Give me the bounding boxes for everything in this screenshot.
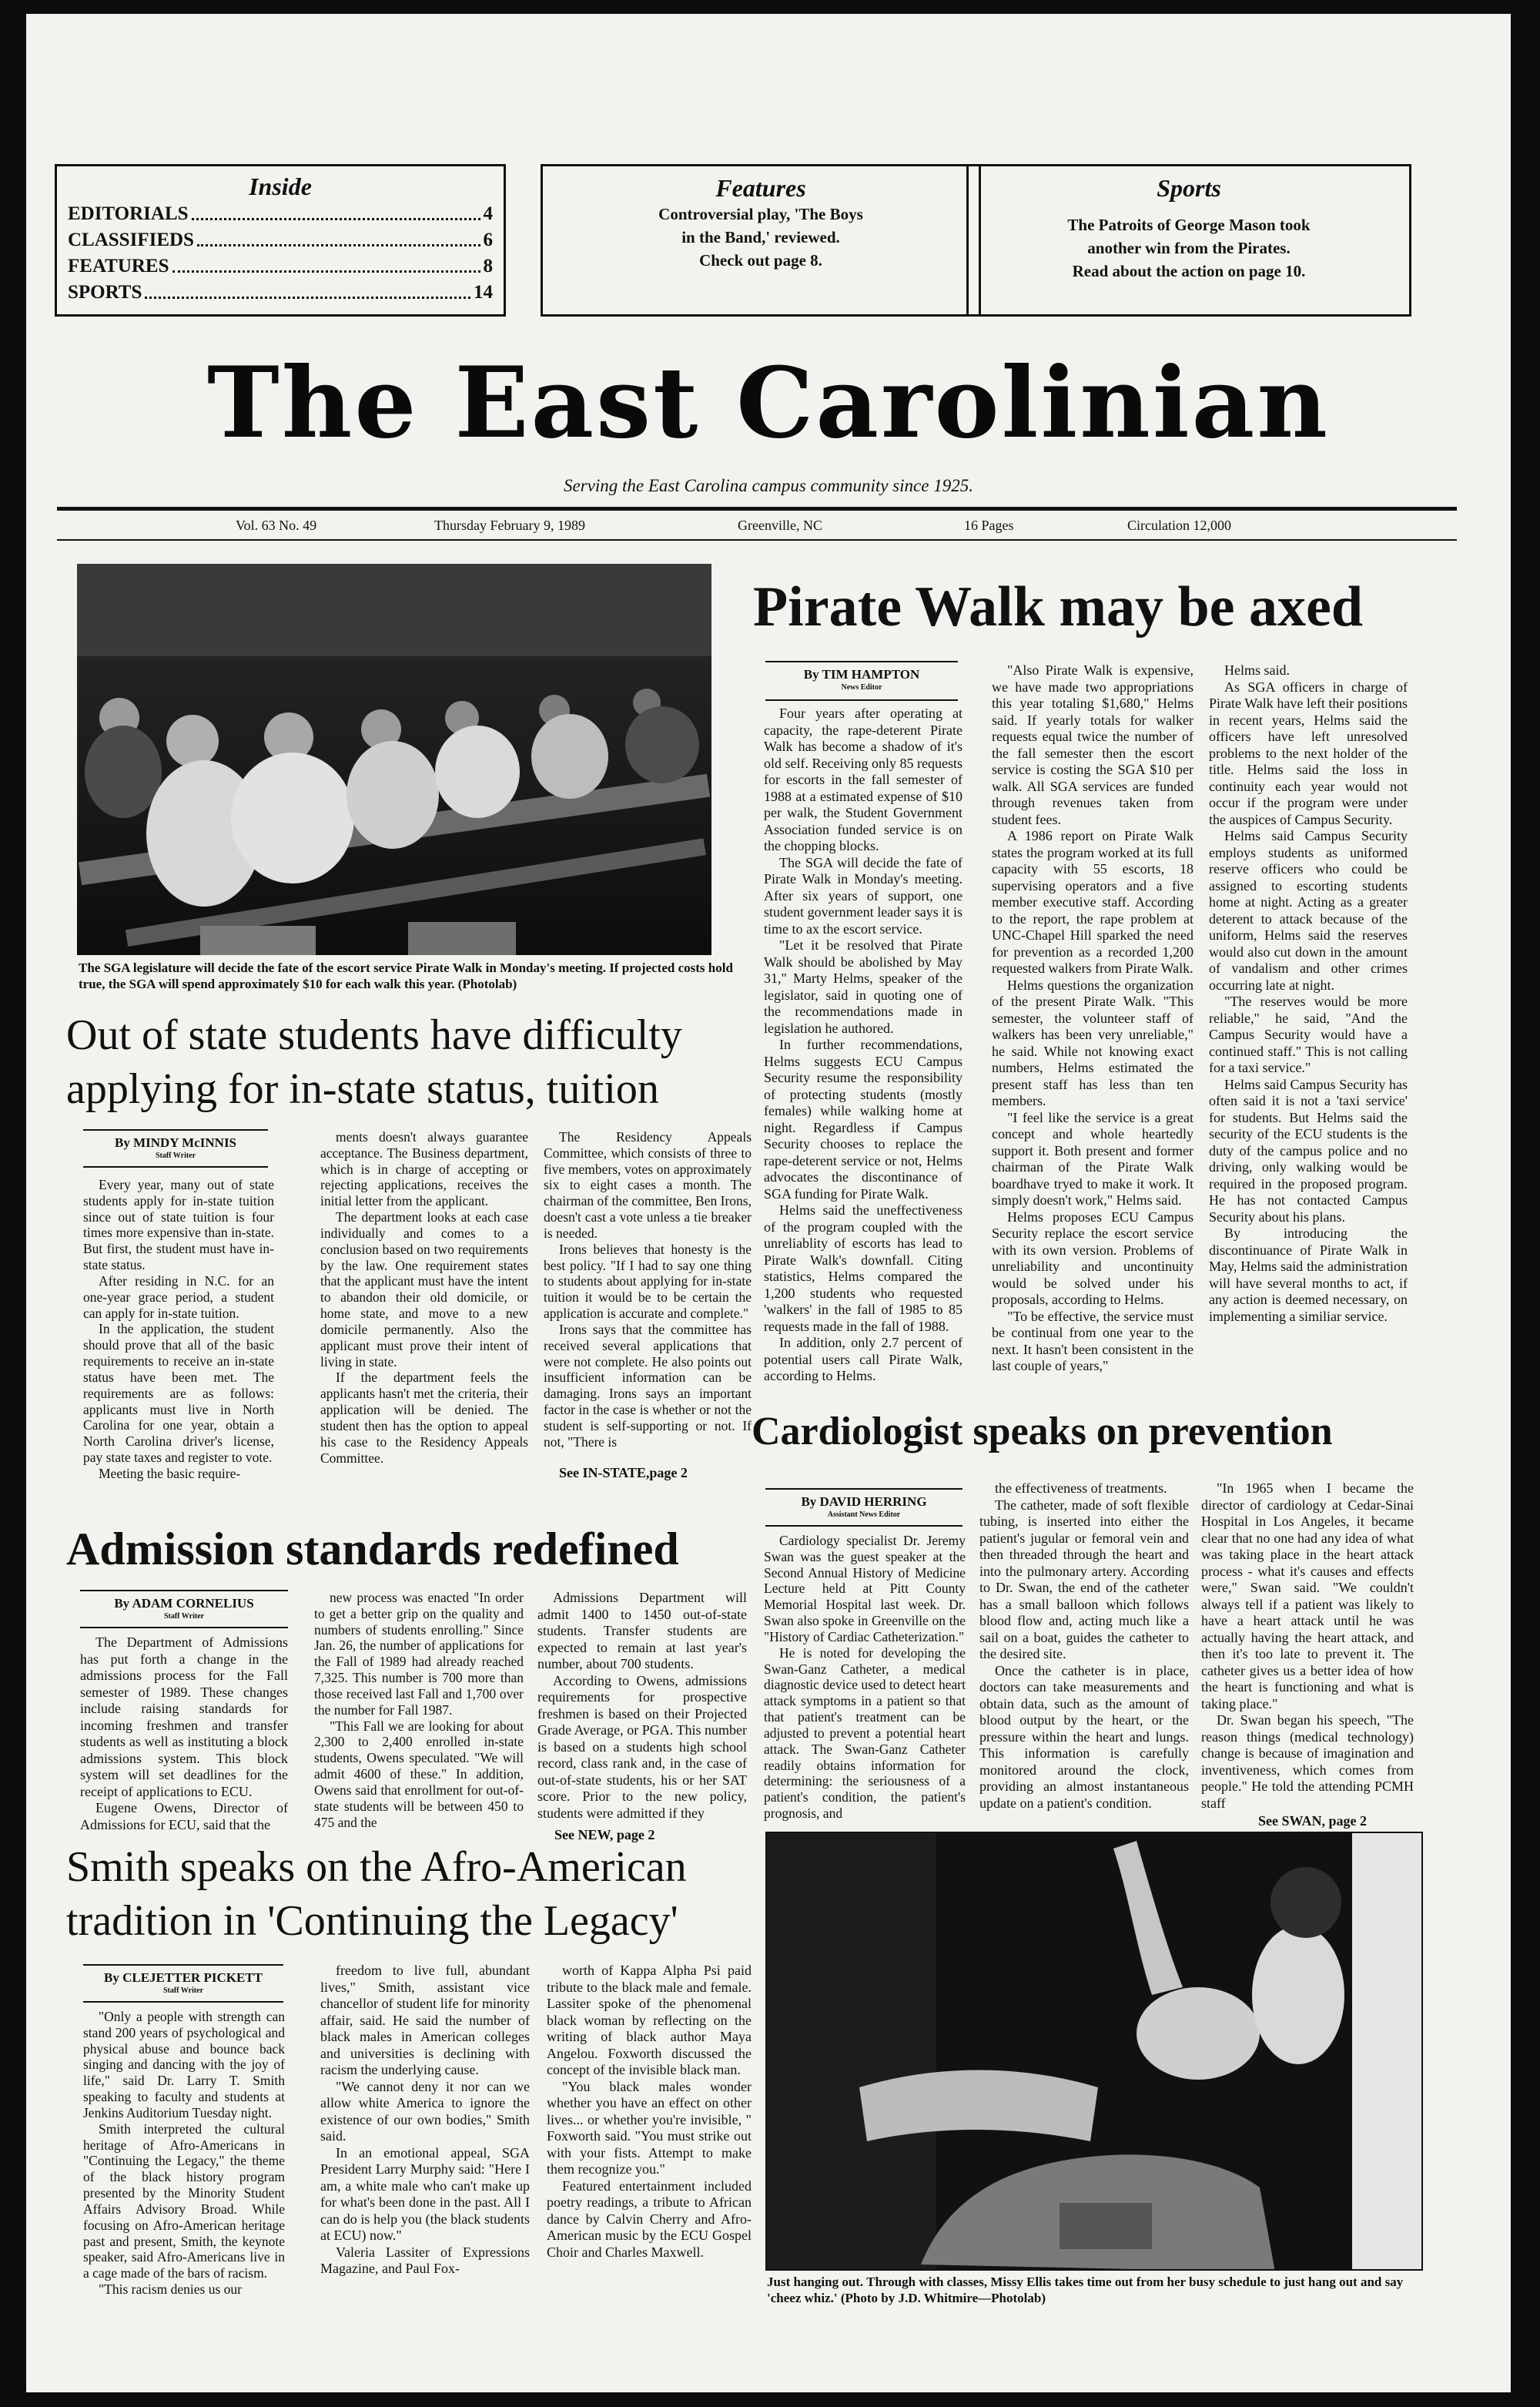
- dot-leader: [145, 280, 470, 299]
- inside-index-row[interactable]: [68, 253, 493, 280]
- masthead-title: The East Carolinian: [207, 346, 1330, 460]
- out-of-state-headline-line-1: Out of state students have difficulty: [66, 1011, 682, 1059]
- article-paragraph: freedom to live full, abundant lives," Smith, assistant vice chancellor of student life for minority affair, said. He said the number of black males in American colleges and universities is declining with racism the underlying cause.: [320, 1963, 530, 2077]
- article-paragraph: "This racism denies us our: [99, 2281, 242, 2298]
- sports-teaser-box: [966, 164, 1411, 317]
- cardiologist-headline: Cardiologist speaks on prevention: [752, 1410, 1333, 1453]
- inside-index-row[interactable]: [68, 280, 493, 306]
- out-of-state-jump-line[interactable]: See IN-STATE,page 2: [559, 1465, 688, 1480]
- dot-leader: [192, 201, 480, 220]
- masthead-tagline: Serving the East Carolina campus community since 1925.: [564, 476, 973, 495]
- smith-byline-role: Staff Writer: [162, 1986, 204, 1995]
- article-paragraph: Once the catheter is in place, doctors can take measurements and obtain data, such as the amount of blood output by the heart, or the pressure within the heart and lungs. This information is carefully monitored around the clock, providing an almost instantaneous update on a patient's condition.: [979, 1662, 1189, 1811]
- out-of-state-headline-line-2: applying for in-state status, tuition: [66, 1065, 659, 1113]
- article-paragraph: The catheter, made of soft flexible tubing, is inserted into either the patient's jugular or femoral vein and then threaded through the heart and into the pulmonary artery. According to Dr. Swan, the end of the catheter has a small balloon which follows blood flow and, acting much like a sail on a boat, guides the catheter to the desired site.: [979, 1497, 1189, 1661]
- smith-headline-line-1: Smith speaks on the Afro-American: [66, 1843, 687, 1891]
- missy-ellis-photo-caption: Just hanging out. Through with classes, Missy Ellis takes time out from her busy schedule to just hang out and say 'cheez whiz.' (Photo by J.D. Whitmire—Photolab): [767, 2275, 1404, 2305]
- folio-date: Thursday February 9, 1989: [434, 518, 585, 533]
- folio-circulation: Circulation 12,000: [1127, 518, 1231, 533]
- out-of-state-column-2: [320, 1129, 528, 1483]
- admission-byline: [80, 1590, 288, 1628]
- folio-pages: 16 Pages: [964, 518, 1014, 533]
- folio-rule-bottom: [57, 539, 1457, 541]
- folio-place: Greenville, NC: [738, 518, 822, 533]
- pirate-walk-column-3: [1209, 662, 1408, 1379]
- newspaper-page: [26, 14, 1511, 2392]
- features-teaser-box: [541, 164, 981, 317]
- article-paragraph: worth of Kappa Alpha Psi paid tribute to the black male and female. Lassiter spoke of the phenomenal black woman by reflecting on the writing of black author Maya Angelou. Foxworth discussed the concept of the invisible black man.: [547, 1963, 752, 2077]
- inside-index-page: 4: [483, 203, 493, 224]
- article-paragraph: "Also Pirate Walk is expensive, we have made two appropriations this year totaling $1,680," Helms said. If yearly totals for walker requests equal twice the number of the fall semester then the escort service is costing the SGA $10 per walk. All SGA services are funded through revenues taken from student fees.: [992, 662, 1194, 827]
- article-paragraph: By introducing the discontinuance of Pirate Walk in May, Helms said the administration will have several months to act, if any action is deemed necessary, on implementing a similiar service.: [1209, 1225, 1408, 1324]
- article-paragraph: If the department feels the applicants hasn't met the criteria, their application will be denied. The student then has the option to appeal his case to the Residency Appeals Committee.: [320, 1369, 528, 1466]
- out-of-state-column-3: [544, 1129, 752, 1468]
- article-paragraph: Eugene Owens, Director of Admissions for ECU, said that the: [80, 1800, 288, 1832]
- sga-legislature-photo: [77, 564, 711, 955]
- article-paragraph: "To be effective, the service must be continual from one year to the next. It hasn't been consistent in the last couple of years,": [992, 1308, 1194, 1373]
- inside-index-page: 14: [474, 282, 493, 303]
- admission-headline: Admission standards redefined: [66, 1524, 679, 1574]
- article-paragraph: As SGA officers in charge of Pirate Walk have left their positions in recent years, Helms said the officers have left unresolved problems to the next holder of the title. Helms said the loss in continuity each year would not occur if the program were under the auspices of Campus Security.: [1209, 679, 1408, 827]
- sports-line-1: The Patroits of George Mason took: [1067, 216, 1311, 234]
- cardiologist-column-1: [764, 1533, 966, 1825]
- features-line-2: in the Band,' reviewed.: [681, 228, 840, 246]
- article-paragraph: After residing in N.C. for an one-year grace period, a student can apply for in-state tuition.: [83, 1272, 274, 1321]
- inside-title: Inside: [249, 173, 312, 200]
- pirate-walk-byline-role: News Editor: [841, 683, 882, 692]
- article-paragraph: The Department of Admissions has put forth a change in the admissions process for the Fall semester of 1989. These changes include raising standards for incoming freshmen and transfer students as well as instituting a block admissions system. This block system will set deadlines for the receipt of applications to ECU.: [80, 1634, 288, 1799]
- sports-title: Sports: [1157, 174, 1221, 202]
- folio-volume: Vol. 63 No. 49: [236, 518, 317, 533]
- article-paragraph: the effectiveness of treatments.: [995, 1480, 1167, 1496]
- folio-rule-top: [57, 507, 1457, 511]
- article-paragraph: Cardiology specialist Dr. Jeremy Swan was the guest speaker at the Second Annual History of Medicine Lecture held at Pitt County Memorial Hospital last week. Dr. Swan also spoke in Greenville on the "History of Cardiac Catheterization.": [764, 1533, 966, 1644]
- admission-jump-line[interactable]: See NEW, page 2: [554, 1827, 655, 1842]
- article-paragraph: "This Fall we are looking for about 2,300 to 2,400 enrolled in-state students, Owens speculated. "We will admit 4600 of these." In addition, Owens said that enrollment for out-of-state students will be between 450 to 475 and the: [314, 1718, 524, 1830]
- smith-byline: [83, 1964, 283, 2003]
- dot-leader: [172, 253, 480, 273]
- smith-column-3: [547, 1963, 752, 2309]
- pirate-walk-headline: Pirate Walk may be axed: [753, 575, 1364, 639]
- article-paragraph: "You black males wonder whether you have an effect on other lives... or whether you're invisible, " Foxworth said. "You must strike out with your fists. Attempt to make them recognize you.": [547, 2078, 752, 2177]
- cardiologist-byline-name: By DAVID HERRING: [801, 1494, 927, 1509]
- pirate-walk-column-1: [764, 706, 962, 1383]
- cardiologist-column-2: [979, 1480, 1189, 1827]
- admission-byline-role: Staff Writer: [163, 1612, 205, 1621]
- article-paragraph: "We cannot deny it nor can we allow white America to ignore the existence of our own bodies," Smith said.: [320, 2078, 530, 2144]
- smith-byline-name: By CLEJETTER PICKETT: [104, 1970, 263, 1985]
- dot-leader: [197, 227, 480, 246]
- article-paragraph: He is noted for developing the Swan-Ganz Catheter, a medical diagnostic device used to detect heart attack symptoms in a patient so that that patient's treatment can be adjusted to prevent a potential heart attack. The Swan-Ganz Catheter readily obtains information for determining: the seriousness of a patient's condition, the patient's prognosis, and: [764, 1644, 966, 1822]
- inside-index-row[interactable]: [68, 227, 493, 253]
- pirate-walk-byline: [765, 661, 958, 701]
- smith-column-2: [320, 1963, 530, 2309]
- sga-photo-caption: The SGA legislature will decide the fate of the escort service Pirate Walk in Monday's meeting. If projected costs hold true, the SGA will spend approximately $10 for each walk this year. (Photolab): [79, 960, 733, 991]
- cardiologist-byline: [765, 1488, 962, 1527]
- out-of-state-byline-name: By MINDY McINNIS: [114, 1135, 237, 1150]
- article-paragraph: new process was enacted "In order to get a better grip on the quality and numbers of students enrolling." Since Jan. 26, the number of applications for the Fall of 1989 had already reached 7,325. This number is 700 more than those received last Fall and 1,700 over the number for Fall 1987.: [314, 1590, 524, 1718]
- article-paragraph: According to Owens, admissions requirements for prospective freshmen is based on their Projected Grade Average, or PGA. This number is based on a students high school record, class rank and, in the case of out-of-state students, his or her SAT score. Prior to the new policy, students were admitted if they: [537, 1672, 747, 1821]
- cardiologist-byline-role: Assistant News Editor: [827, 1510, 901, 1519]
- article-paragraph: ments doesn't always guarantee acceptance. The Business department, which is in charge of accepting or rejecting applications, receives the initial letter from the applicant.: [320, 1129, 528, 1209]
- out-of-state-byline-role: Staff Writer: [155, 1152, 196, 1160]
- article-paragraph: "The reserves would be more reliable," he said, "And the Campus Security would have a continued staff." This is not calling for a taxi service.": [1209, 994, 1408, 1075]
- article-paragraph: Featured entertainment included poetry readings, a tribute to African dance by Calvin Cherry and Afro-American music by the ECU Gospel Choir and Charles Maxwell.: [547, 2177, 752, 2260]
- inside-index-label: CLASSIFIEDS: [68, 230, 194, 250]
- cardiologist-jump-line[interactable]: See SWAN, page 2: [1258, 1813, 1368, 1829]
- article-paragraph: Helms said the uneffectiveness of the program coupled with the unreliablity of escorts has lead to Pirate Walk's downfall. Citing statistics, Helms compared the 1,200 students who requested 'walkers' in the fall of 1985 to 85 requests made in the fall of 1988.: [764, 1202, 962, 1334]
- article-paragraph: The department looks at each case individually and comes to a conclusion based on two requirements by the law. One requirement states that the applicant must have the intent to abandon their old domicile, or home state, and move to a new domicile permanently. Also the applicant must prove their intent of living in state.: [320, 1209, 528, 1369]
- inside-index-page: 8: [483, 256, 493, 277]
- admission-column-2: [314, 1590, 524, 1844]
- article-paragraph: In addition, only 2.7 percent of potential users call Pirate Walk, according to Helms.: [764, 1335, 962, 1383]
- smith-headline-line-2: tradition in 'Continuing the Legacy': [66, 1897, 678, 1945]
- out-of-state-byline: [83, 1129, 268, 1168]
- sports-line-3: Read about the action on page 10.: [1072, 262, 1306, 280]
- article-paragraph: Every year, many out of state students apply for in-state tuition since out of state tuition is four times more expensive than in-state. But first, the student must have in-state status.: [83, 1177, 274, 1273]
- features-line-3: Check out page 8.: [699, 251, 822, 270]
- article-paragraph: A 1986 report on Pirate Walk states the program worked at its full capacity with 55 escorts, 18 supervising operators and a five member executive staff. According to the report, the rape problem at UNC-Chapel Hill sparked the need for prevention as a recorded 1,200 requested walkers from Pirate Walk.: [992, 828, 1194, 976]
- pirate-walk-byline-name: By TIM HAMPTON: [803, 667, 920, 682]
- article-paragraph: Dr. Swan began his speech, "The reason things (medical technology) change is because of imagination and inventiveness, which comes from people." He told the attending PCMH staff: [1201, 1712, 1414, 1811]
- inside-index-label: SPORTS: [68, 282, 142, 303]
- article-paragraph: Helms questions the organization of the present Pirate Walk. "This semester, the volunteer staff of walkers has been very unreliable," he said. While not knowing exact numbers, Helms estimated the present staff has less than ten members.: [992, 977, 1194, 1108]
- admission-column-1: [80, 1634, 288, 1858]
- inside-index-list: [68, 201, 493, 306]
- article-paragraph: Helms said.: [1224, 662, 1290, 678]
- article-paragraph: The SGA will decide the fate of Pirate Walk in Monday's meeting. After six years of support, one student government leader says it is time to ax the escort service.: [764, 854, 962, 937]
- article-paragraph: Helms said Campus Security employs students as uniformed reserve officers who could be assigned to escorting students home at night. Acting as a greater deterent to attack because of the uniform, Helms said the reserves would also cut down in the amount of vandalism and other crimes occurring late at night.: [1209, 828, 1408, 993]
- article-paragraph: Irons believes that honesty is the best policy. "If I had to say one thing to students about applying for in-state tuition it would be to be certain the application is accurate and complete.": [544, 1241, 752, 1322]
- article-paragraph: In the application, the student should prove that all of the basic requirements to receive an in-state status have been met. The requirements are as follows: applicants must live in North Carolina for one year, obtain a North Carolina driver's license, pay state taxes and register to vote.: [83, 1321, 274, 1466]
- article-paragraph: "Only a people with strength can stand 200 years of psychological and physical abuse and bounce back singing and dancing with the joy of life," said Dr. Larry T. Smith speaking to faculty and students at Jenkins Auditorium Tuesday night.: [83, 2009, 285, 2120]
- article-paragraph: Irons says that the committee has received several applications that were not complete. He also points out insufficient information can be damaging. Irons says an important factor in the case is whether or not the student is self-supporting or not. If not, "There is: [544, 1321, 752, 1450]
- out-of-state-column-1: [83, 1177, 274, 1485]
- cardiologist-column-3: [1201, 1480, 1414, 1812]
- article-paragraph: "I feel like the service is a great concept and whole heartedly support it. Both present and former chairman of the Pirate Walk boardhave tryed to make it work. It simply doesn't work," Helms said.: [992, 1109, 1194, 1208]
- inside-index-label: EDITORIALS: [68, 203, 189, 224]
- inside-index-row[interactable]: [68, 201, 493, 227]
- inside-index-box: [55, 164, 506, 317]
- features-title: Features: [715, 174, 806, 202]
- smith-column-1: [83, 2009, 285, 2309]
- article-paragraph: Helms proposes ECU Campus Security replace the escort service with its own version. Problems of unreliability and uncontinuity would be solved under his proposals, according to Helms.: [992, 1209, 1194, 1307]
- sports-line-2: another win from the Pirates.: [1087, 239, 1291, 257]
- inside-index-label: FEATURES: [68, 256, 169, 277]
- article-paragraph: In further recommendations, Helms suggests ECU Campus Security resume the responsibility of protecting students (mostly females) while walking home at night. Regardless if Campus Security chooses to replace the rape-deterent service or not, Helms advocates the discontinance of SGA funding for Pirate Walk.: [764, 1037, 962, 1202]
- article-paragraph: Admissions Department will admit 1400 to 1450 out-of-state students. Transfer students are expected to remain at last year's number, about 700 students.: [537, 1590, 747, 1671]
- article-paragraph: The Residency Appeals Committee, which consists of three to five members, votes on approximately six to eight cases a month. The chairman of the committee, Ben Irons, doesn't cast a vote unless a tie breaker is needed.: [544, 1129, 752, 1241]
- admission-column-3: [537, 1590, 747, 1836]
- article-paragraph: "In 1965 when I became the director of cardiology at Cedar-Sinai Hospital in Los Angeles, it became clear that no one had any idea of what was taking place in the heart attack process - what it's causes and effects were," Swan said. "We couldn't always tell if a patient was likely to have a heart attack until he was actually having the heart attack, and then it's too late to prevent it. The catheter gives us a better idea of how the heart is functioning and what is taking place.": [1201, 1480, 1414, 1711]
- features-line-1: Controversial play, 'The Boys: [658, 205, 863, 223]
- article-paragraph: In an emotional appeal, SGA President Larry Murphy said: "Here I am, a white male who can't make up for what's been done in the past. All I can do is help you (the black students at ECU) now.": [320, 2144, 530, 2243]
- article-paragraph: Four years after operating at capacity, the rape-deterent Pirate Walk has become a shadow of it's old self. Receiving only 85 requests for escorts in the fall semester of 1988 at a estimated expense of $10 per walk, the Student Government Association funded service is on the chopping blocks.: [764, 706, 962, 853]
- admission-byline-name: By ADAM CORNELIUS: [114, 1596, 254, 1611]
- article-paragraph: Valeria Lassiter of Expressions Magazine, and Paul Fox-: [320, 2244, 530, 2276]
- article-paragraph: Helms said Campus Security has often said it is not a 'taxi service' for students. But Helms said the security of the ECU students is the duty of the campus police and no driving, only walking would be required in the proposed program. He has not contacted Campus Security about his plans.: [1209, 1076, 1408, 1225]
- inside-index-page: 6: [483, 230, 493, 250]
- article-paragraph: Meeting the basic require-: [99, 1465, 241, 1481]
- pirate-walk-column-2: [992, 662, 1194, 1379]
- article-paragraph: "Let it be resolved that Pirate Walk should be abolished by May 31," Marty Helms, speaker of the legislator, said in quoting one of the recommendations made in legislation he authored.: [764, 937, 962, 1036]
- article-paragraph: Smith interpreted the cultural heritage of Afro-Americans in "Continuing the Legacy," the theme of the black history program presented by the Minority Student Affairs Advisory Broad. While focusing on Afro-American heritage past and present, Smith, the keynote speaker, said Afro-Americans live in a cage made of the bars of racism.: [83, 2120, 285, 2281]
- missy-ellis-photo: [765, 1832, 1423, 2271]
